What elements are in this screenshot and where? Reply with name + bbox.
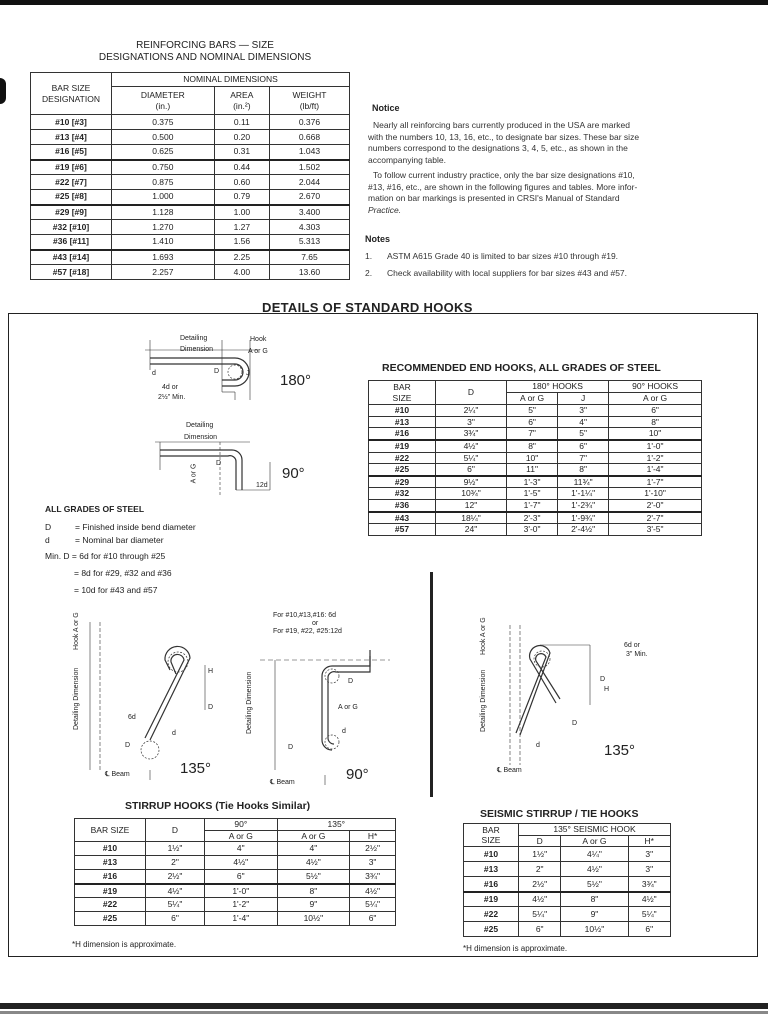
h180-dimension-label: Dimension (180, 346, 214, 353)
h180-hook-label: Hook (250, 336, 267, 343)
sz-note: 6d or (624, 642, 640, 649)
st-d3-label: D (348, 678, 354, 685)
h180-detailing-label: Detailing (180, 335, 208, 342)
h90-d-label: D (216, 460, 222, 467)
sz-detailing-label: Detailing Dimension (480, 669, 487, 732)
seismic-footnote: *H dimension is approximate. (463, 944, 568, 953)
end-hooks-title: RECOMMENDED END HOOKS, ALL GRADES OF STEEL (382, 362, 661, 374)
st-note2: For #19, #22, #25:12d (273, 628, 342, 635)
seismic-hooks-table: BAR SIZE 135° SEISMIC HOOK D A or G H* #10 1½" 4¼" 3" #13 2" 4½" 3" #16 2½" 5½" 3¾" #19 4½" 8" 4½" #22 5¼" 9" 5¼" #25 6" 10½" 6" (463, 823, 671, 937)
st-h-label: H (208, 668, 214, 675)
grades-definitions: D = Finished inside bend diameter d = Nominal bar diameter Min. D = 6d for #10 through #25 = 8d for #29, #32 and #36 = 10d for #43 and #57 (45, 522, 196, 595)
bottom-border (0, 1003, 768, 1009)
st-beam-label: ℄ Beam (105, 771, 130, 778)
sz-135-angle: 135° (604, 742, 636, 759)
h90-detailing-label: Detailing (186, 422, 214, 429)
sz-hook-label: Hook A or G (480, 617, 487, 655)
h90-dimension-label: Dimension (184, 434, 218, 441)
h180-min-label: 4d or (162, 384, 178, 391)
st-d-label: D (208, 704, 214, 711)
st-135-angle: 135° (180, 760, 212, 777)
st-note-or: or (312, 620, 319, 627)
notes-list: 1. ASTM A615 Grade 40 is limited to bar sizes #10 through #19. 2. Check availability with local suppliers for bar sizes #43 and #57. (365, 251, 628, 278)
grades-heading: ALL GRADES OF STEEL (45, 504, 145, 514)
notice-heading: Notice (372, 103, 400, 113)
stirrup-footnote: *H dimension is approximate. (72, 940, 177, 949)
notice-paragraph-2: To follow current industry practice, only the bar size designations #10, #13, #16, etc., are shown in the following figures and tables. More infor- mation on bar markings is presented in CRSI's Manual of Standard Practice. (368, 170, 638, 215)
h90-ext-label: 12d (256, 482, 268, 489)
sz-d2-label: D (572, 720, 578, 727)
end-hooks-table: BAR SIZE D 180° HOOKS 90° HOOKS A or G J A or G #10 2¼" 5" 3" 6" #13 3" 6" 4" 8" #16 3¾" 7" 5" 10" #19 4½" 8" 6" 1'-0" #22 5¼" 10" 7" 1'-2" #25 6" 11" 8" 1'-4" #29 9½" 1'-3" 11¾" 1'-7" #32 10¾" 1'-5" 1'-1¼" 1'-10" #36 12" 1'-7" 1'-2¾" 2'-0" #43 18¼" 2'-3" 1'-9¾" 2'-7" #57 24" 3'-0" 2'-4½" 3'-5" (368, 380, 702, 536)
st-db2-label: d (342, 728, 346, 735)
sz-h-label: H (604, 686, 610, 693)
h180-d-label: D (214, 368, 220, 375)
st-db-label: d (172, 730, 176, 737)
section-divider (430, 572, 433, 797)
st-6db-label: 6d (128, 714, 136, 721)
h180-min2-label: 2½" Min. (158, 394, 186, 401)
notice-paragraph-1: Nearly all reinforcing bars currently produced in the USA are marked with the numbers 10, 13, 16, etc., to designate bar sizes. These bar size numbers correspond to the designations 3, 4, 5, etc., as shown in the accompanying table. (368, 120, 640, 165)
sz-note2: 3" Min. (626, 651, 648, 658)
st-detailing2-label: Detailing Dimension (246, 671, 253, 734)
st-note1: For #10,#13,#16: 6d (273, 612, 337, 619)
h90-angle: 90° (282, 465, 305, 482)
st-d2-label: D (125, 742, 131, 749)
st-d4-label: D (288, 744, 294, 751)
h180-j-label: J (246, 370, 250, 377)
bottom-border-2 (0, 1011, 768, 1014)
stirrup-hooks-table: BAR SIZE D 90° 135° A or G A or G H* #10 1½" 4" 4" 2½" #13 2" 4½" 4½" 3" #16 2½" 6" 5½" 3¾" #19 4½" 1'-0" 8" 4½" #22 5¼" 1'-2" 9" 5¼" #25 6" 1'-4" 10½" 6" (74, 818, 396, 926)
notes-heading: Notes (365, 234, 391, 244)
st-detailing-label: Detailing Dimension (73, 667, 80, 730)
st-aorg2-label: A or G (338, 704, 358, 711)
stirrup-table-title: STIRRUP HOOKS (Tie Hooks Similar) (125, 800, 311, 812)
binder-hole (0, 78, 6, 104)
sz-db-label: d (536, 742, 540, 749)
details-title: DETAILS OF STANDARD HOOKS (262, 300, 473, 315)
h180-aorg-label: A or G (248, 348, 268, 355)
st-90-angle: 90° (346, 766, 369, 783)
top-border (0, 0, 768, 5)
st-beam2-label: ℄ Beam (270, 779, 295, 786)
sz-beam-label: ℄ Beam (497, 767, 522, 774)
st-hook-label: Hook A or G (73, 612, 80, 650)
seismic-table-title: SEISMIC STIRRUP / TIE HOOKS (480, 808, 639, 820)
h90-aorg-label: A or G (190, 463, 198, 484)
h180-angle: 180° (280, 372, 312, 389)
h180-db-label: d (152, 370, 156, 377)
sz-d-label: D (600, 676, 606, 683)
stirrup-hooks-diagram (70, 610, 420, 790)
bars-table-title: REINFORCING BARS — SIZE DESIGNATIONS AND NOMINAL DIMENSIONS (98, 40, 312, 63)
bar-designations-table: BAR SIZE DESIGNATION NOMINAL DIMENSIONS DIAMETER (in.) AREA (in.²) WEIGHT (lb/ft) #10 [#3] 0.375 0.11 0.376 #13 [#4] 0.500 0.20 0.668 #16 [#5] 0.625 0.31 1.043 #19 [#6] 0.750 0.44 1.502 #22 [#7] 0.875 0.60 2.044 #25 [#8] 1.000 0.79 2.670 #29 [#9] 1.128 1.00 3.400 #32 [#10] 1.270 1.27 4.303 #36 [#11] 1.410 1.56 5.313 #43 [#14] 1.693 2.25 7.65 #57 [#18] 2.257 4.00 13.60 (30, 72, 350, 280)
